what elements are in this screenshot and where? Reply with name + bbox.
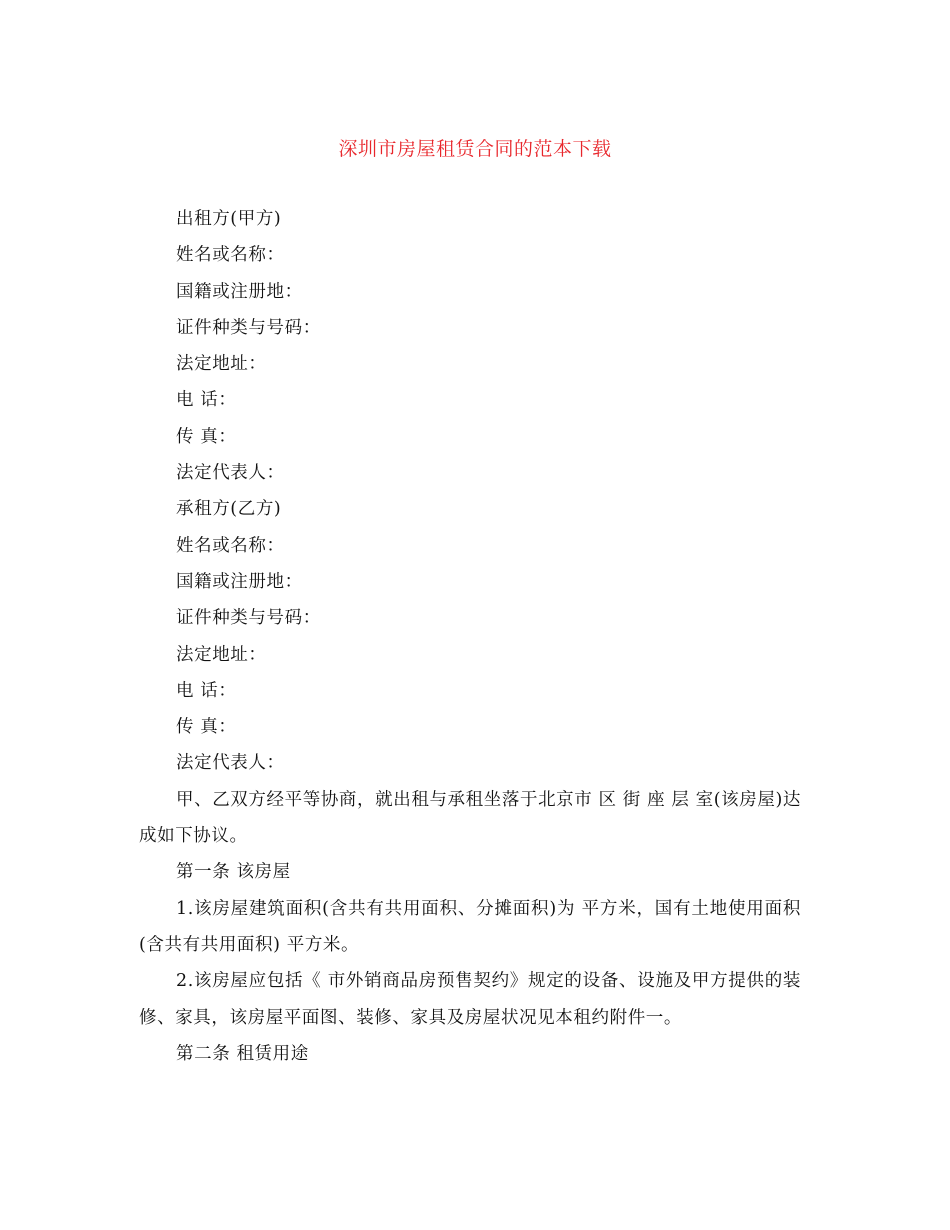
lessee-name-field: 姓名或名称： — [176, 535, 285, 556]
article-1-clause-2: 2.该房屋应包括《 市外销商品房预售契约》规定的设备、设施及甲方提供的装修、家具，该房屋平面图、装修、家具及房屋状况见本租约附件一。 — [139, 971, 801, 1028]
lessor-address-field: 法定地址： — [176, 354, 267, 375]
lessee-address-field: 法定地址： — [176, 644, 267, 665]
lessee-representative-field: 法定代表人： — [176, 753, 285, 774]
article-2-heading: 第二条 租赁用途 — [176, 1043, 309, 1064]
lessor-fax-field: 传 真： — [176, 426, 237, 447]
lessor-nationality-field: 国籍或注册地： — [176, 281, 303, 302]
lessor-id-field: 证件种类与号码： — [176, 317, 321, 338]
lessee-heading: 承租方(乙方) — [176, 499, 282, 520]
lessee-id-field: 证件种类与号码： — [176, 608, 321, 629]
article-1-clause-1: 1.该房屋建筑面积(含共有共用面积、分摊面积)为 平方米，国有土地使用面积(含共有共用面积) 平方米。 — [139, 898, 801, 955]
lessor-heading: 出租方(甲方) — [176, 209, 282, 229]
lessor-representative-field: 法定代表人： — [176, 463, 285, 484]
document-title: 深圳市房屋租赁合同的范本下载 — [338, 138, 612, 160]
lessor-phone-field: 电 话： — [176, 390, 237, 411]
lessee-fax-field: 传 真： — [176, 717, 237, 738]
lessor-name-field: 姓名或名称： — [176, 245, 285, 266]
document-body — [139, 201, 801, 1072]
lessee-nationality-field: 国籍或注册地： — [176, 571, 303, 592]
article-1-heading: 第一条 该房屋 — [176, 862, 291, 883]
preamble-paragraph: 甲、乙双方经平等协商，就出租与承租坐落于北京市 区 街 座 层 室(该房屋)达成如下协议。 — [139, 789, 801, 847]
lessee-phone-field: 电 话： — [176, 680, 237, 701]
